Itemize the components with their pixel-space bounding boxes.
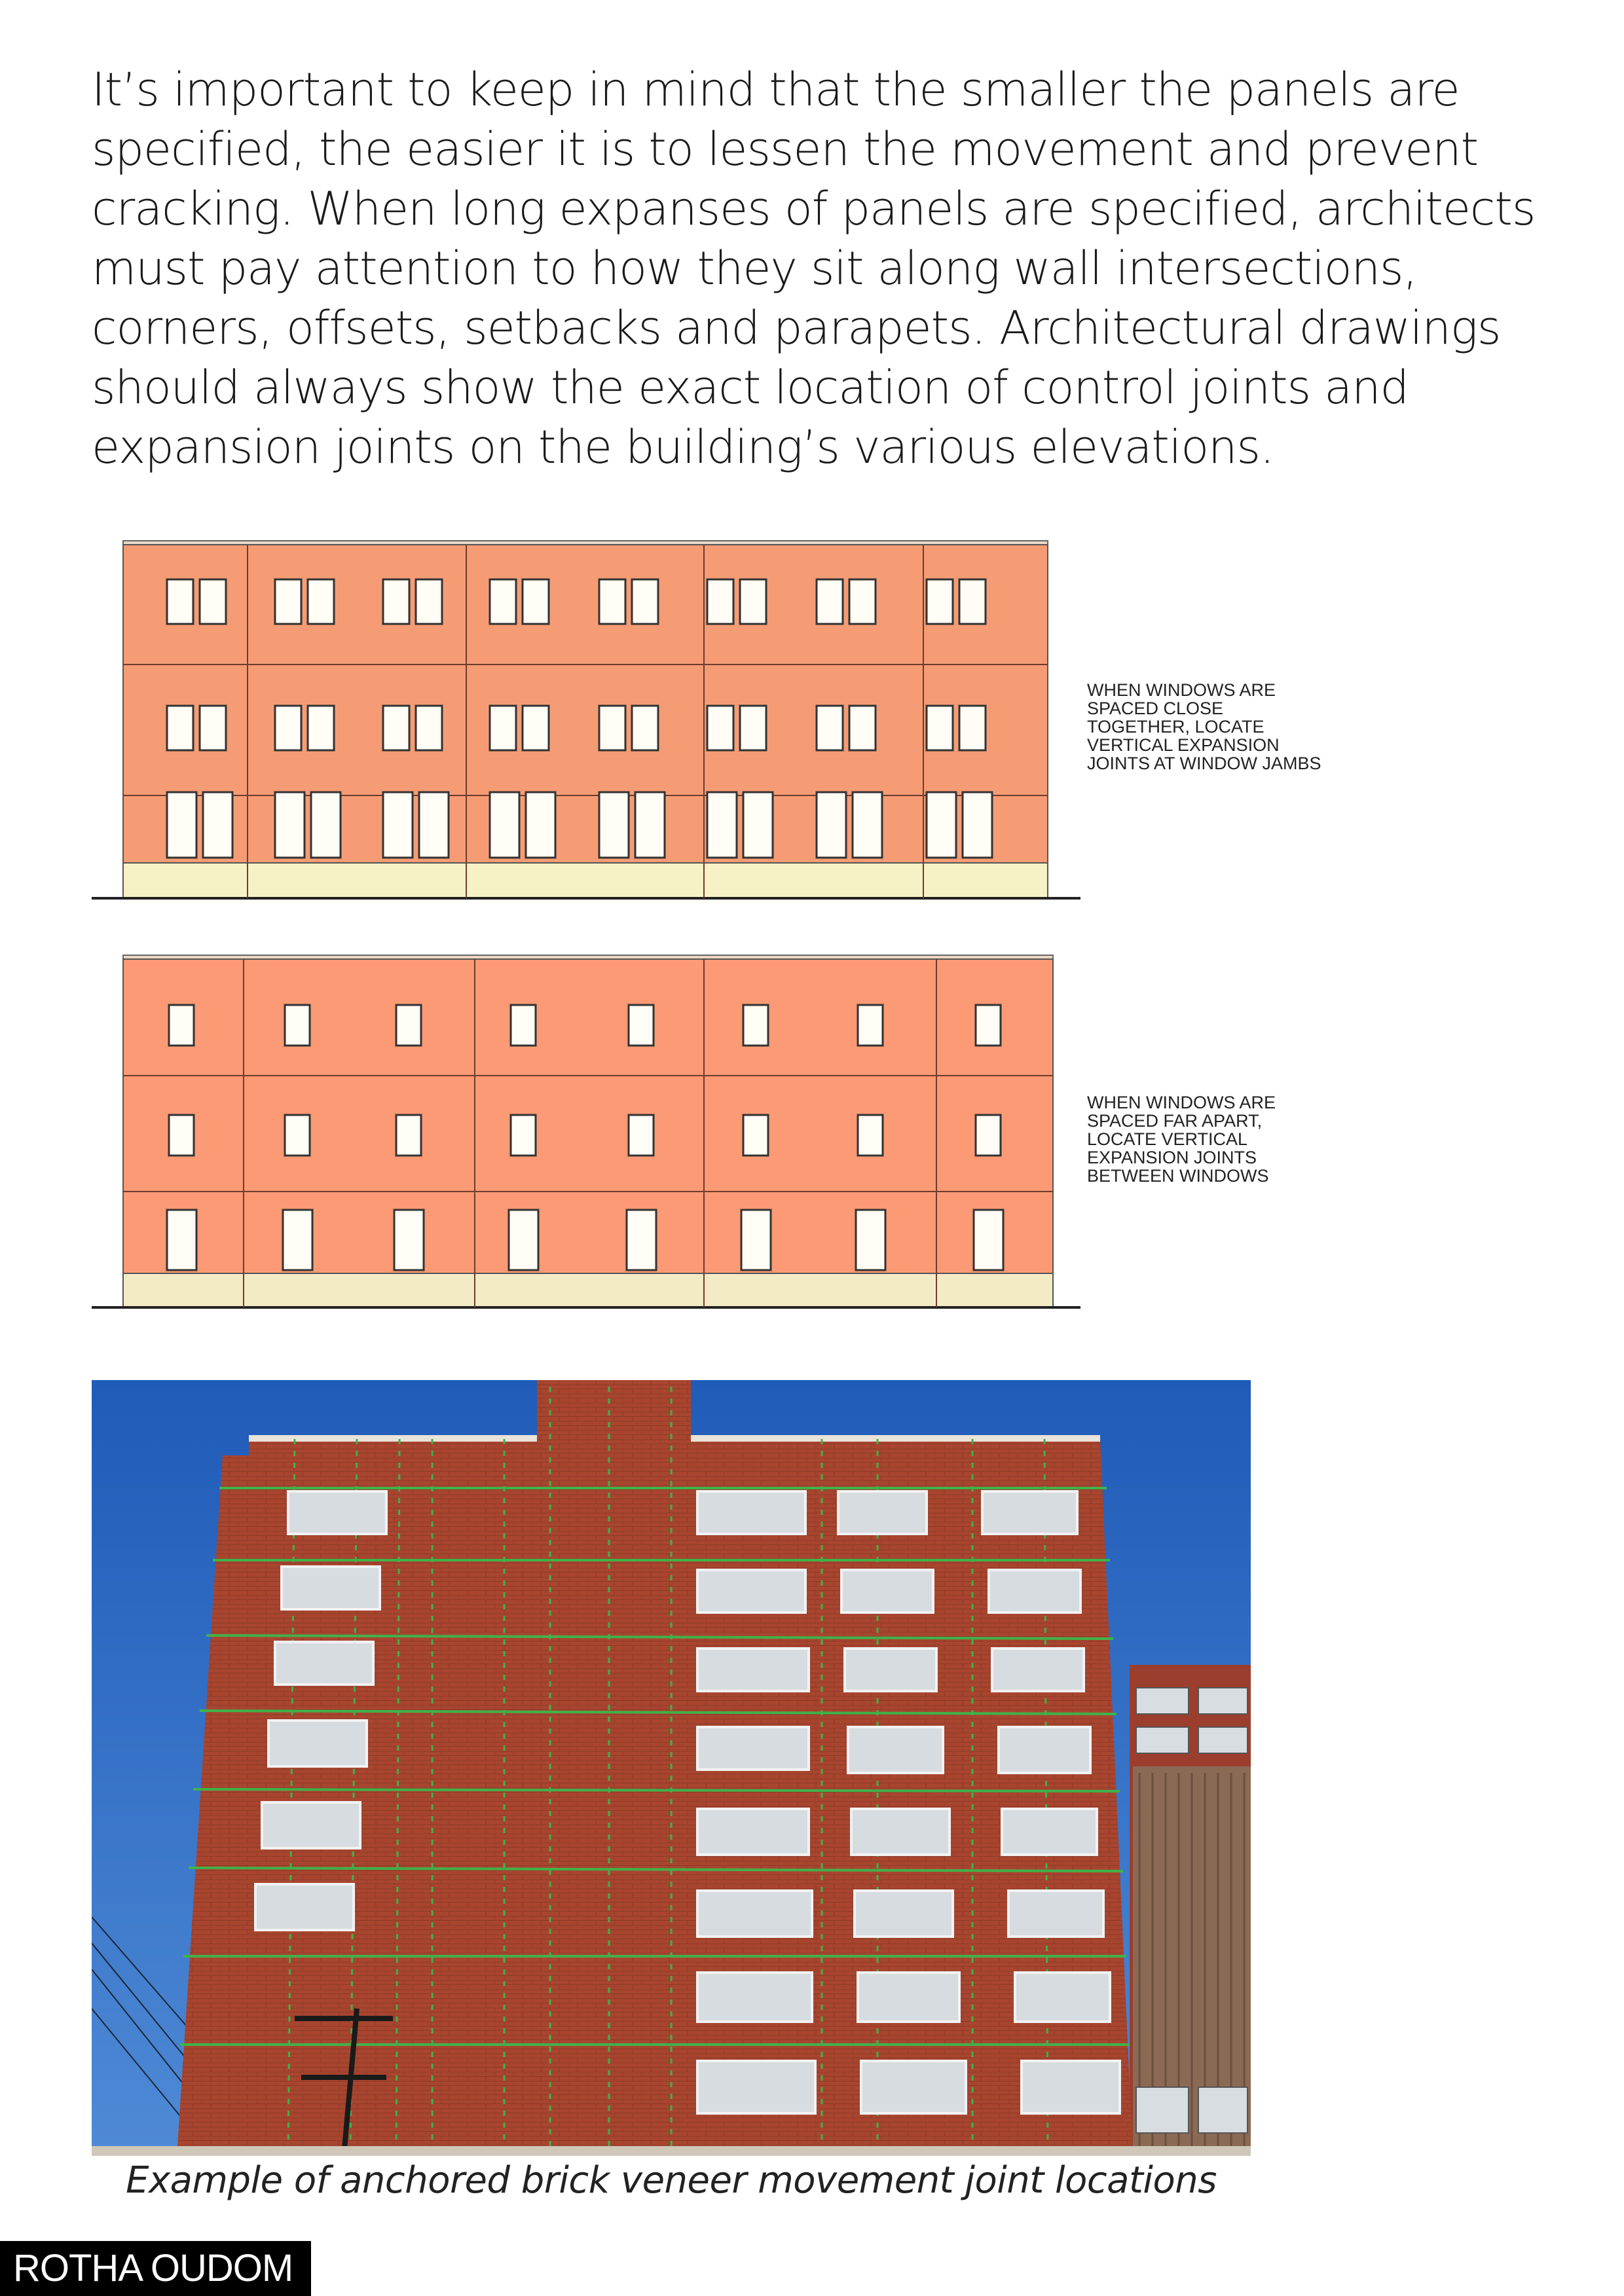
elevation-far-windows [92,946,1087,1313]
note-close-windows: WHEN WINDOWS ARE SPACED CLOSE TOGETHER, LOCATE VERTICAL EXPANSION JOINTS AT WINDOW JAMBS [1087,680,1321,773]
brick-building-photo [92,1380,1251,2156]
photo-caption: Example of anchored brick veneer movement joint locations [126,2159,1217,2202]
author-label: ROTHA OUDOM [0,2241,311,2296]
elevation-close-windows [92,530,1087,903]
intro-paragraph: It’s important to keep in mind that the smaller the panels are specified, the easier it is to lessen the movement and prevent cracking. When long expanses of panels are specified, architects must pay attention to how they sit along wall intersections, corners, offsets, setbacks and parapets. Architectural drawings should always show the exact location of control joints and expansion joints on the building’s various elevations. [92,63,1536,474]
note-far-windows: WHEN WINDOWS ARE SPACED FAR APART, LOCATE VERTICAL EXPANSION JOINTS BETWEEN WINDOWS [1087,1093,1276,1186]
